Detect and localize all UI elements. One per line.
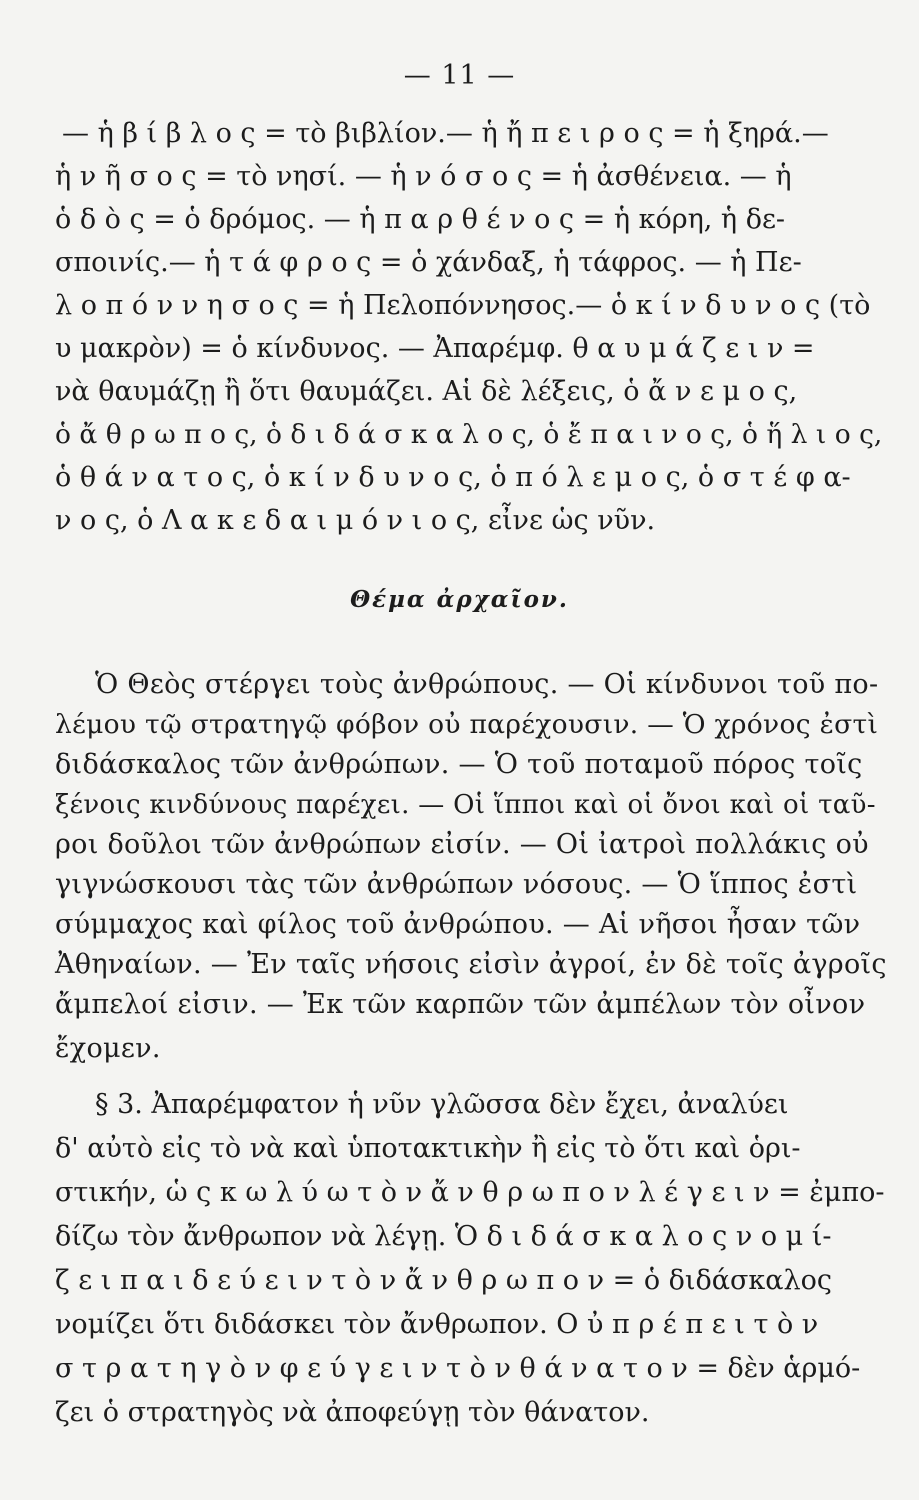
text-line: ξένοις κινδύνους παρέχει. — Οἱ ἵπποι καὶ οἱ ὄνοι καὶ οἱ ταῦ- bbox=[55, 790, 876, 820]
text-line: ὁ ἄ θ ρ ω π ο ς, ὁ δ ι δ ά σ κ α λ ο ς, ὁ ἔ π α ι ν ο ς, ὁ ἥ λ ι ο ς, bbox=[55, 419, 883, 450]
text-line: σ τ ρ α τ η γ ὸ ν φ ε ύ γ ε ι ν τ ὸ ν θ ά ν α τ ο ν = δὲν ἁρμό- bbox=[55, 1353, 861, 1384]
text-line: ὁ θ ά ν α τ ο ς, ὁ κ ί ν δ υ ν ο ς, ὁ π ό λ ε μ ο ς, ὁ σ τ έ φ α- bbox=[55, 462, 851, 493]
text-line: ζ ε ι π α ι δ ε ύ ε ι ν τ ὸ ν ἄ ν θ ρ ω π ο ν = ὁ διδάσκαλος bbox=[55, 1265, 833, 1296]
page-number: — 11 — bbox=[403, 60, 516, 91]
section-heading: Θέμα ἀρχαῖον. bbox=[350, 586, 569, 613]
text-line: σύμμαχος καὶ φίλος τοῦ ἀνθρώπου. — Αἱ νῆσοι ἦσαν τῶν bbox=[55, 909, 861, 940]
text-line: ζει ὁ στρατηγὸς νὰ ἀποφεύγῃ τὸν θάνατον. bbox=[55, 1397, 650, 1428]
text-line: δίζω τὸν ἄνθρωπον νὰ λέγῃ. Ὁ δ ι δ ά σ κ α λ ο ς ν ο μ ί- bbox=[55, 1221, 832, 1252]
text-line: ὁ δ ὸ ς = ὁ δρόμος. — ἡ π α ρ θ έ ν ο ς = ἡ κόρη, ἡ δε- bbox=[55, 204, 786, 235]
text-line: ἡ ν ῆ σ ο ς = τὸ νησί. — ἡ ν ό σ ο ς = ἡ ἀσθένεια. — ἡ bbox=[55, 161, 792, 192]
text-line: στικήν, ὡ ς κ ω λ ύ ω τ ὸ ν ἄ ν θ ρ ω π ο ν λ έ γ ε ι ν = ἐμπο- bbox=[55, 1177, 885, 1208]
text-line: νομίζει ὅτι διδάσκει τὸν ἄνθρωπον. Ο ὐ π ρ έ π ε ι τ ὸ ν bbox=[55, 1309, 819, 1340]
text-line: Ἀθηναίων. — Ἐν ταῖς νήσοις εἰσὶν ἀγροί, ἐν δὲ τοῖς ἀγροῖς bbox=[55, 949, 887, 980]
text-line: ν ο ς, ὁ Λ α κ ε δ α ι μ ό ν ι ο ς, εἶνε ὡς νῦν. bbox=[55, 505, 656, 536]
text-line: ροι δοῦλοι τῶν ἀνθρώπων εἰσίν. — Οἱ ἰατροὶ πολλάκις οὐ bbox=[55, 829, 869, 860]
text-line: υ μακρὸν) = ὁ κίνδυνος. — Ἀπαρέμφ. θ α υ μ ά ζ ε ι ν = bbox=[55, 333, 815, 364]
text-line: σποινίς.— ἡ τ ά φ ρ ο ς = ὁ χάνδαξ, ἡ τάφρος. — ἡ Πε- bbox=[55, 247, 802, 278]
text-line: Ὁ Θεὸς στέργει τοὺς ἀνθρώπους. — Οἱ κίνδυνοι τοῦ πο- bbox=[95, 669, 879, 700]
text-line: ἔχομεν. bbox=[55, 1033, 161, 1064]
text-line: — ἡ β ί β λ ο ς = τὸ βιβλίον.— ἡ ἤ π ε ι ρ ο ς = ἡ ξηρά.— bbox=[62, 118, 829, 149]
text-line: λ ο π ό ν ν η σ ο ς = ἡ Πελοπόννησος.— ὁ κ ί ν δ υ ν ο ς (τὸ bbox=[55, 290, 871, 321]
text-line: διδάσκαλος τῶν ἀνθρώπων. — Ὁ τοῦ ποταμοῦ πόρος τοῖς bbox=[55, 749, 863, 780]
text-line: νὰ θαυμάζῃ ἢ ὅτι θαυμάζει. Αἱ δὲ λέξεις, ὁ ἄ ν ε μ ο ς, bbox=[55, 376, 798, 407]
text-line: γιγνώσκουσι τὰς τῶν ἀνθρώπων νόσους. — Ὁ ἵππος ἐστὶ bbox=[55, 869, 858, 900]
text-line: δ' αὐτὸ εἰς τὸ νὰ καὶ ὑποτακτικὴν ἢ εἰς τὸ ὅτι καὶ ὁρι- bbox=[55, 1133, 801, 1164]
text-line: § 3. Ἀπαρέμφατον ἡ νῦν γλῶσσα δὲν ἔχει, ἀναλύει bbox=[95, 1089, 789, 1120]
text-line: ἄμπελοί εἰσιν. — Ἐκ τῶν καρπῶν τῶν ἀμπέλων τὸν οἶνον bbox=[55, 989, 866, 1020]
text-line: λέμου τῷ στρατηγῷ φόβον οὐ παρέχουσιν. — Ὁ χρόνος ἐστὶ bbox=[55, 709, 879, 740]
